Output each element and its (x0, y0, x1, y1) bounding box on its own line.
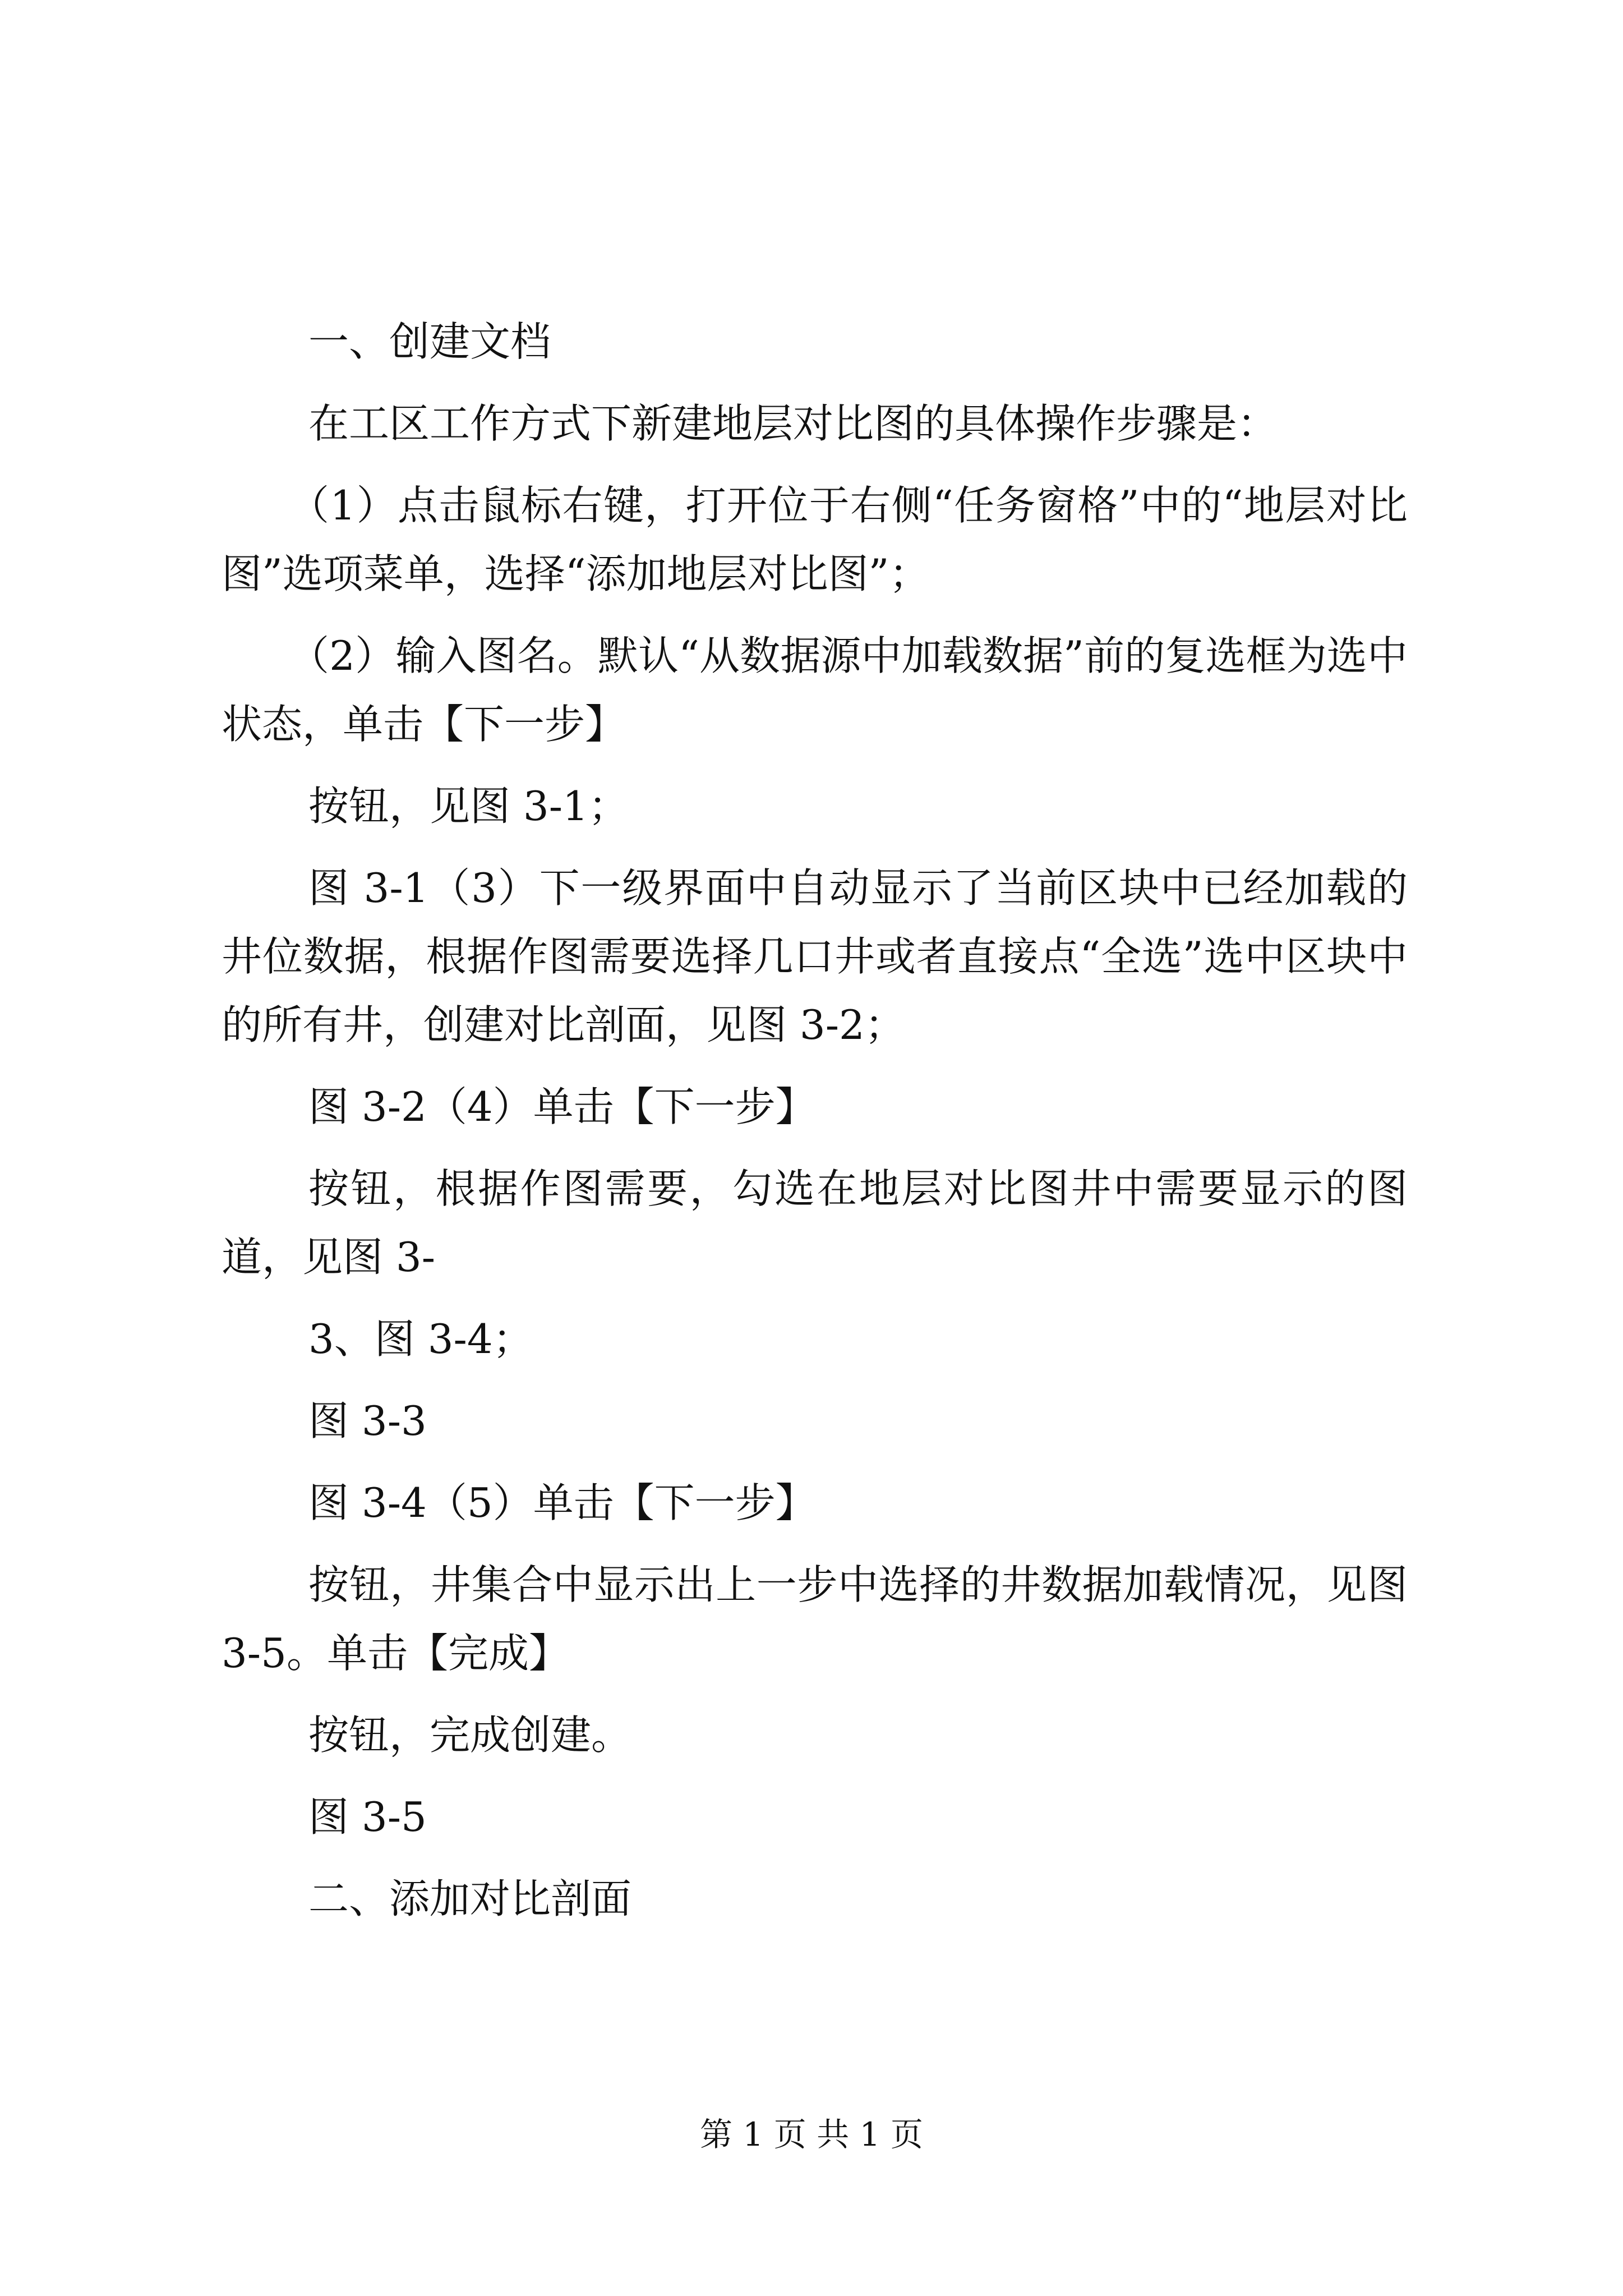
paragraph-well-set: 按钮，井集合中显示出上一步中选择的井数据加载情况，见图 3-5。单击【完成】 (222, 1561, 1408, 1677)
paragraph-select-tracks: 按钮，根据作图需要，勾选在地层对比图井中需要显示的图道，见图 3- (222, 1165, 1408, 1281)
paragraph-finish-create: 按钮，完成创建。 (308, 1711, 632, 1759)
paragraph-steps-intro: 在工区工作方式下新建地层对比图的具体操作步骤是： (308, 400, 1278, 447)
figure-caption-3-3: 图 3-3 (308, 1397, 427, 1444)
paragraph-step-2: （2）输入图名。默认“从数据源中加载数据”前的复选框为选中状态，单击【下一步】 (222, 632, 1408, 748)
paragraph-step-3: 图 3-1（3）下一级界面中自动显示了当前区块中已经加载的井位数据，根据作图需要选择几口井或者直接点“全选”选中区块中的所有井，创建对比剖面，见图 3-2； (222, 864, 1408, 1048)
figure-caption-3-5: 图 3-5 (308, 1793, 427, 1841)
page-footer: 第 1 页 共 1 页 (700, 2115, 923, 2154)
paragraph-fig-3-3-3-4: 3、图 3-4； (308, 1315, 533, 1363)
document-body (222, 307, 1408, 1947)
paragraph-step-4: 图 3-2（4）单击【下一步】 (308, 1083, 816, 1130)
paragraph-step-5: 图 3-4（5）单击【下一步】 (308, 1479, 816, 1526)
paragraph-button-fig-3-1: 按钮，见图 3-1； (308, 783, 629, 830)
heading-add-profile: 二、添加对比剖面 (308, 1875, 632, 1922)
paragraph-step-1: （1）点击鼠标右键，打开位于右侧“任务窗格”中的“地层对比图”选项菜单，选择“添加地层对比图”； (222, 482, 1408, 597)
heading-create-document: 一、创建文档 (308, 318, 551, 365)
